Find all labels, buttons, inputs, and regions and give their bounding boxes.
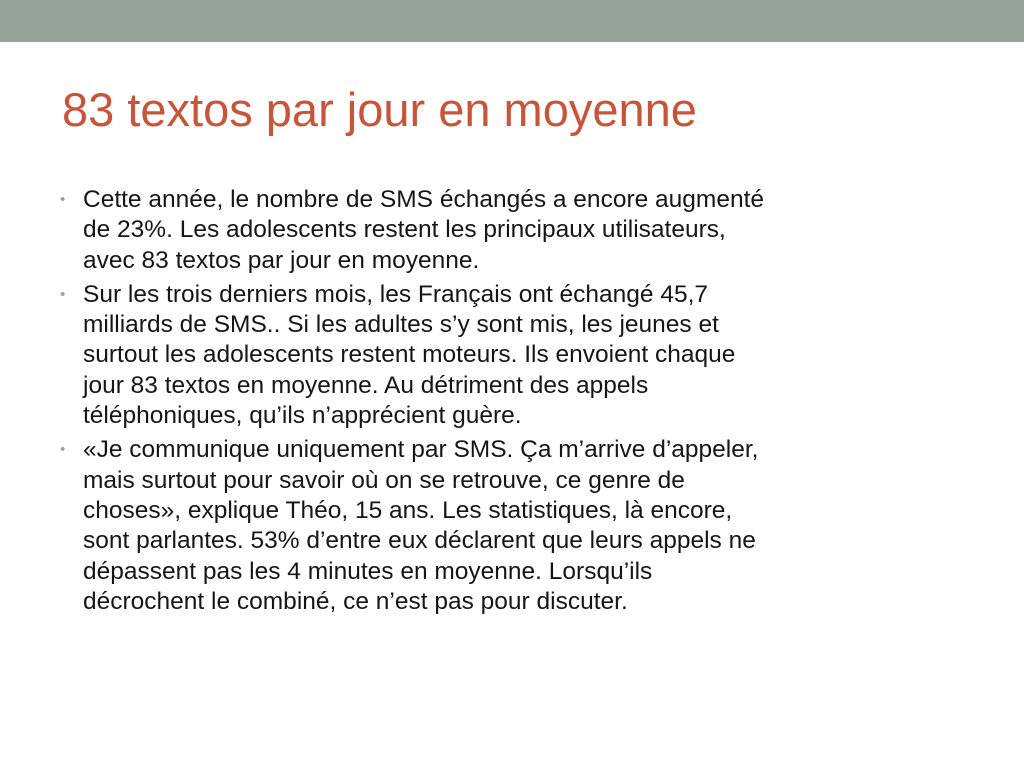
- bullet-line: de 23%. Les adolescents restent les principaux utilisateurs,: [83, 216, 726, 244]
- bullet-line: dépassent pas les 4 minutes en moyenne. Lorsqu’ils: [83, 557, 653, 585]
- bullet-list: [60, 185, 960, 621]
- bullet-item-quote: [60, 435, 960, 617]
- bullet-line: Cette année, le nombre de SMS échangés a encore augmenté: [83, 186, 764, 213]
- top-accent-bar: [0, 0, 1024, 42]
- bullet-line: mais surtout pour savoir où on se retrouve, ce genre de: [83, 466, 685, 494]
- bullet-line: avec 83 textos par jour en moyenne.: [83, 246, 480, 274]
- bullet-icon: •: [60, 191, 66, 208]
- bullet-line: décrochent le combiné, ce n’est pas pour discuter.: [83, 587, 628, 615]
- bullet-line: Sur les trois derniers mois, les Français ont échangé 45,7: [83, 280, 709, 308]
- bullet-icon: •: [60, 441, 66, 459]
- bullet-line: jour 83 textos en moyenne. Au détriment des appels: [83, 371, 649, 399]
- bullet-item-sms-growth: [60, 185, 960, 276]
- bullet-line: surtout les adolescents restent moteurs. Ils envoient chaque: [83, 341, 736, 369]
- slide-title: 83 textos par jour en moyenne: [62, 83, 697, 136]
- bullet-line: choses», explique Théo, 15 ans. Les statistiques, là encore,: [83, 496, 733, 524]
- bullet-item-three-months: [60, 280, 960, 431]
- bullet-line: «Je communique uniquement par SMS. Ça m’arrive d’appeler,: [83, 436, 759, 464]
- bullet-icon: •: [60, 285, 66, 303]
- bullet-line: sont parlantes. 53% d’entre eux déclarent que leurs appels ne: [83, 527, 756, 555]
- bullet-line: milliards de SMS.. Si les adultes s’y sont mis, les jeunes et: [83, 311, 719, 339]
- bullet-line: téléphoniques, qu’ils n’apprécient guère.: [83, 402, 522, 430]
